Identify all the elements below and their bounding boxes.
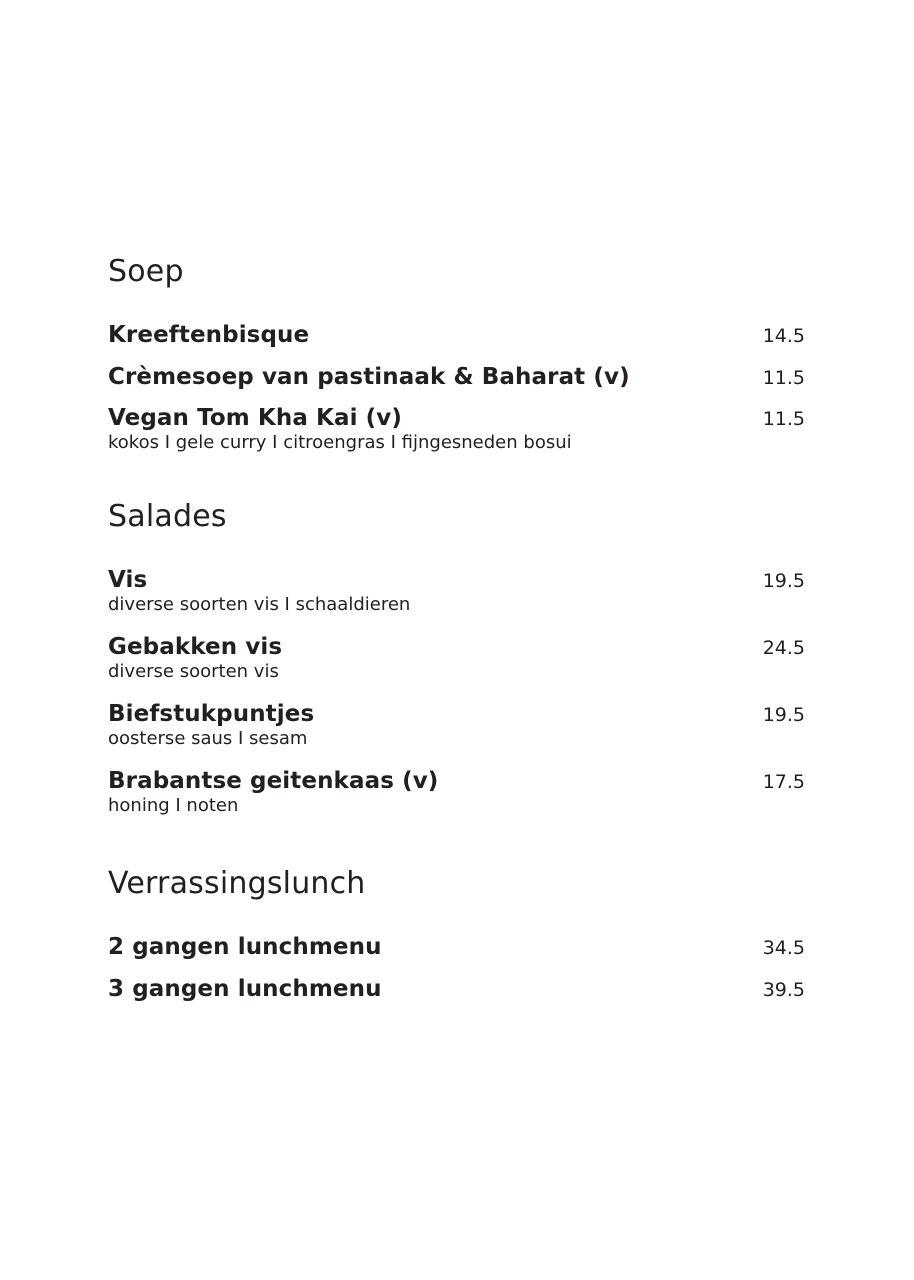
item-description: diverse soorten vis [108,661,279,682]
item-price: 24.5 [762,637,805,659]
item-name: Biefstukpuntjes [108,701,315,727]
item-name: 3 gangen lunchmenu [108,976,382,1002]
section-salades [108,499,808,816]
menu-item [108,363,805,391]
menu-item [108,975,805,1003]
item-description: honing I noten [108,795,239,816]
section-soep [108,254,808,453]
item-price: 14.5 [762,325,805,347]
item-name: Gebakken vis [108,634,283,660]
item-price: 17.5 [762,771,805,793]
item-price: 34.5 [762,937,805,959]
menu-item [108,566,805,616]
item-name: Vegan Tom Kha Kai (v) [108,405,402,431]
item-price: 19.5 [762,570,805,592]
item-price: 11.5 [762,408,805,430]
menu-item [108,767,805,817]
item-price: 11.5 [762,367,805,389]
item-description: oosterse saus I sesam [108,728,308,749]
menu-item [108,700,805,750]
menu-item [108,933,805,961]
menu-item [108,633,805,683]
item-name: Kreeftenbisque [108,322,310,348]
item-name: 2 gangen lunchmenu [108,934,382,960]
section-verrassingslunch [108,866,808,1002]
section-title: Verrassingslunch [108,866,366,901]
item-price: 39.5 [762,979,805,1001]
item-description: kokos I gele curry I citroengras I fijngesneden bosui [108,432,572,453]
item-description: diverse soorten vis I schaaldieren [108,594,411,615]
item-name: Brabantse geitenkaas (v) [108,768,439,794]
section-title: Soep [108,254,184,289]
item-name: Crèmesoep van pastinaak & Baharat (v) [108,364,630,390]
section-title: Salades [108,499,227,534]
item-name: Vis [108,567,148,593]
item-price: 19.5 [762,704,805,726]
menu-item [108,404,805,454]
menu-item [108,321,805,349]
